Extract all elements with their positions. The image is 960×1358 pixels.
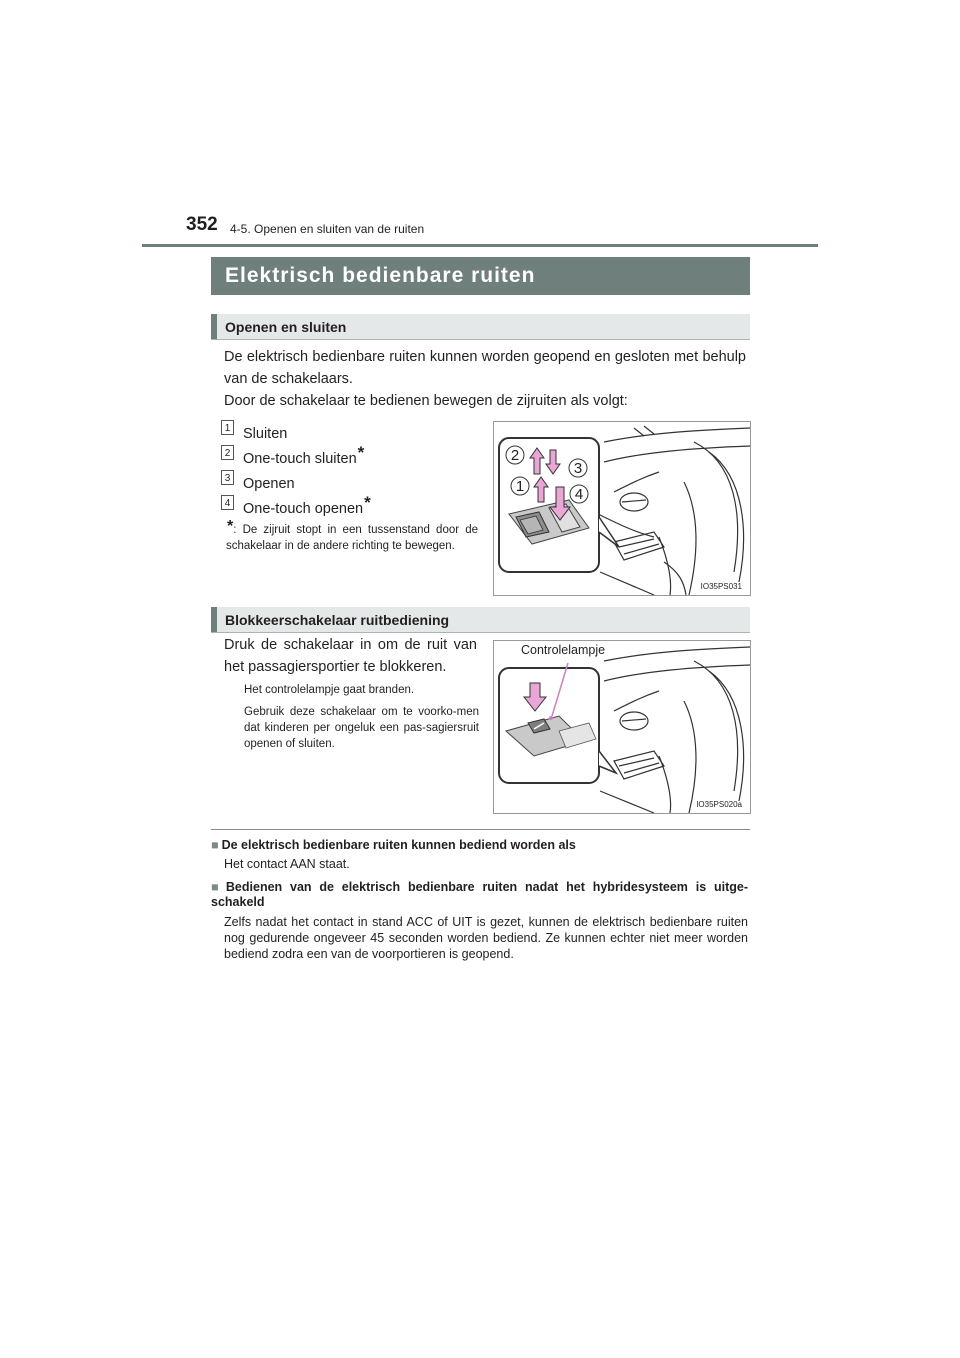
footnote-mark: *: [227, 518, 234, 535]
item-label: Sluiten: [243, 426, 288, 442]
window-switch-illustration: [494, 422, 750, 595]
lock-note-2: Gebruik deze schakelaar om te voorko-men dat kinderen per ongeluk een pas-sagiersruit openen of sluiten.: [244, 706, 479, 750]
callout-4: 4: [574, 486, 584, 503]
footnote-star: *: [357, 443, 365, 462]
switch-figure: [493, 421, 751, 596]
item-number: 1: [221, 420, 234, 435]
info-heading: ■ Bedienen van de elektrisch bedienbare ruiten nadat het hybridesysteem is uitge-schakeld: [211, 880, 748, 910]
callout-1: 1: [515, 478, 525, 495]
info-heading: ■ De elektrisch bedienbare ruiten kunnen bediend worden als: [211, 838, 750, 853]
item-number: 3: [221, 470, 234, 485]
item-label: One-touch openen: [243, 501, 364, 517]
chapter-title: 4-5. Openen en sluiten van de ruiten: [230, 222, 425, 236]
intro-paragraph: De elektrisch bedienbare ruiten kunnen worden geopend en gesloten met behulp van de schakelaars.: [224, 349, 746, 387]
lock-paragraph: Druk de schakelaar in om de ruit van het passagiersportier te blokkeren.: [224, 637, 477, 675]
lock-switch-illustration: [494, 641, 750, 813]
header-rule: [142, 244, 818, 247]
item-label: One-touch sluiten: [243, 451, 357, 467]
subheading-lock-switch: Blokkeerschakelaar ruitbediening: [211, 607, 750, 633]
item-number: 4: [221, 495, 234, 510]
item-label: Openen: [243, 476, 295, 492]
info-body: Zelfs nadat het contact in stand ACC of UIT is gezet, kunnen de elektrisch bedienbare ruiten nog gedurende ongeveer 45 seconden worden bediend. Ze kunnen echter niet meer worden bediend zodra een van de voorportieren is geopend.: [224, 915, 748, 961]
callout-2: 2: [510, 447, 520, 464]
subheading-open-close: Openen en sluiten: [211, 314, 750, 340]
callout-3: 3: [573, 460, 583, 477]
footnote-star: *: [364, 493, 371, 512]
item-number: 2: [221, 445, 234, 460]
intro-paragraph-2: Door de schakelaar te bedienen bewegen de zijruiten als volgt:: [224, 393, 628, 409]
figure-id: IO35PS031: [700, 582, 742, 591]
section-title: Elektrisch bedienbare ruiten: [211, 257, 750, 295]
indicator-label: Controlelampje: [521, 643, 606, 657]
lock-switch-figure: [493, 640, 751, 814]
footnote-text: : De zijruit stopt in een tussenstand door de schakelaar in de andere richting te bewegen.: [226, 524, 478, 552]
page-number: 352: [186, 214, 218, 235]
footnote: [226, 519, 478, 554]
info-body: Het contact AAN staat.: [224, 857, 350, 871]
lock-note-1: Het controlelampje gaat branden.: [244, 684, 415, 696]
figure-id: IO35PS020a: [696, 800, 742, 809]
section-divider: [211, 829, 750, 830]
